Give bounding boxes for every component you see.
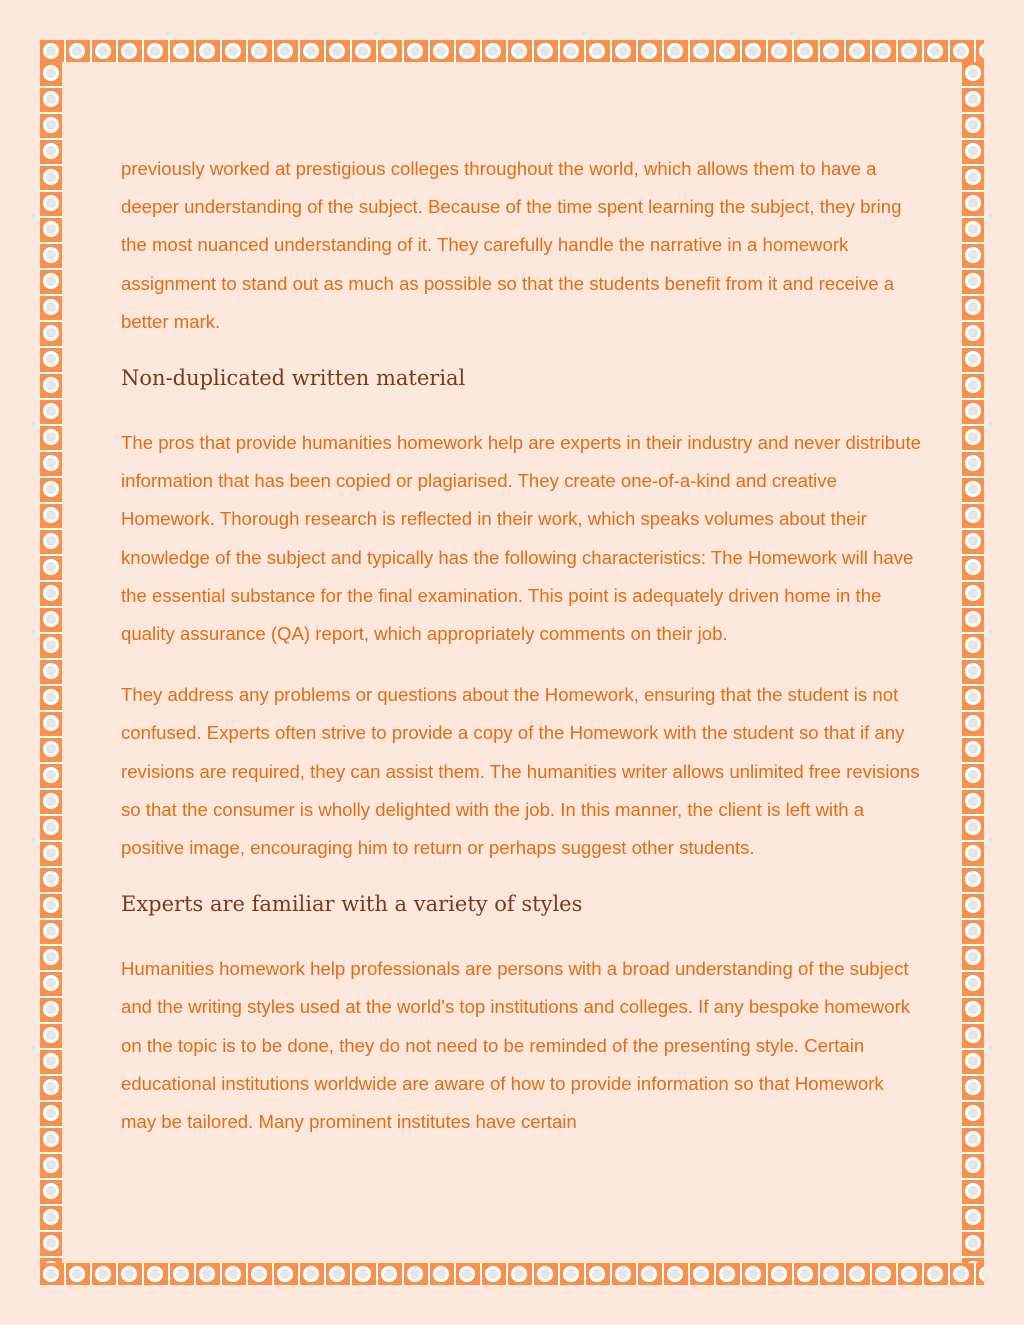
decorative-border-right bbox=[962, 62, 984, 1263]
page-body bbox=[62, 62, 962, 1263]
heading-non-duplicated: Non-duplicated written material bbox=[121, 366, 466, 391]
decorative-border-top bbox=[40, 40, 984, 62]
decorative-border-bottom bbox=[40, 1263, 984, 1285]
paragraph-intro: previously worked at prestigious colleges throughout the world, which allows them to have a deeper understanding of the subject. Because of the time spent learning the subject, they bring the most nuanced understanding of it. They carefully handle the narrative in a homework assignment to stand out as much as possible so that the students benefit from it and receive a better mark. bbox=[121, 158, 902, 332]
heading-styles: Experts are familiar with a variety of styles bbox=[121, 892, 583, 917]
paragraph-non-duplicated: The pros that provide humanities homework help are experts in their industry and never distribute information that has been copied or plagiarised. They create one-of-a-kind and creative Homework. Thorough research is reflected in their work, which speaks volumes about their knowledge of the subject and typically has the following characteristics: The Homework will have the essential substance for the final examination. This point is adequately driven home in the quality assurance (QA) report, which appropriately comments on their job. bbox=[121, 432, 921, 645]
page-frame bbox=[40, 40, 984, 1285]
paragraph-revisions: They address any problems or questions about the Homework, ensuring that the student is not confused. Experts often strive to provide a copy of the Homework with the student so that if any revisions are required, they can assist them. The humanities writer allows unlimited free revisions so that the consumer is wholly delighted with the job. In this manner, the client is left with a positive image, encouraging him to return or perhaps suggest other students. bbox=[121, 684, 920, 859]
paragraph-styles: Humanities homework help professionals are persons with a broad understanding of the subject and the writing styles used at the world's top institutions and colleges. If any bespoke homework on the topic is to be done, they do not need to be reminded of the presenting style. Certain educational institutions worldwide are aware of how to provide information so that Homework may be tailored. Many prominent institutes have certain bbox=[121, 958, 911, 1133]
document-content bbox=[121, 150, 921, 1164]
decorative-border-left bbox=[40, 62, 62, 1263]
